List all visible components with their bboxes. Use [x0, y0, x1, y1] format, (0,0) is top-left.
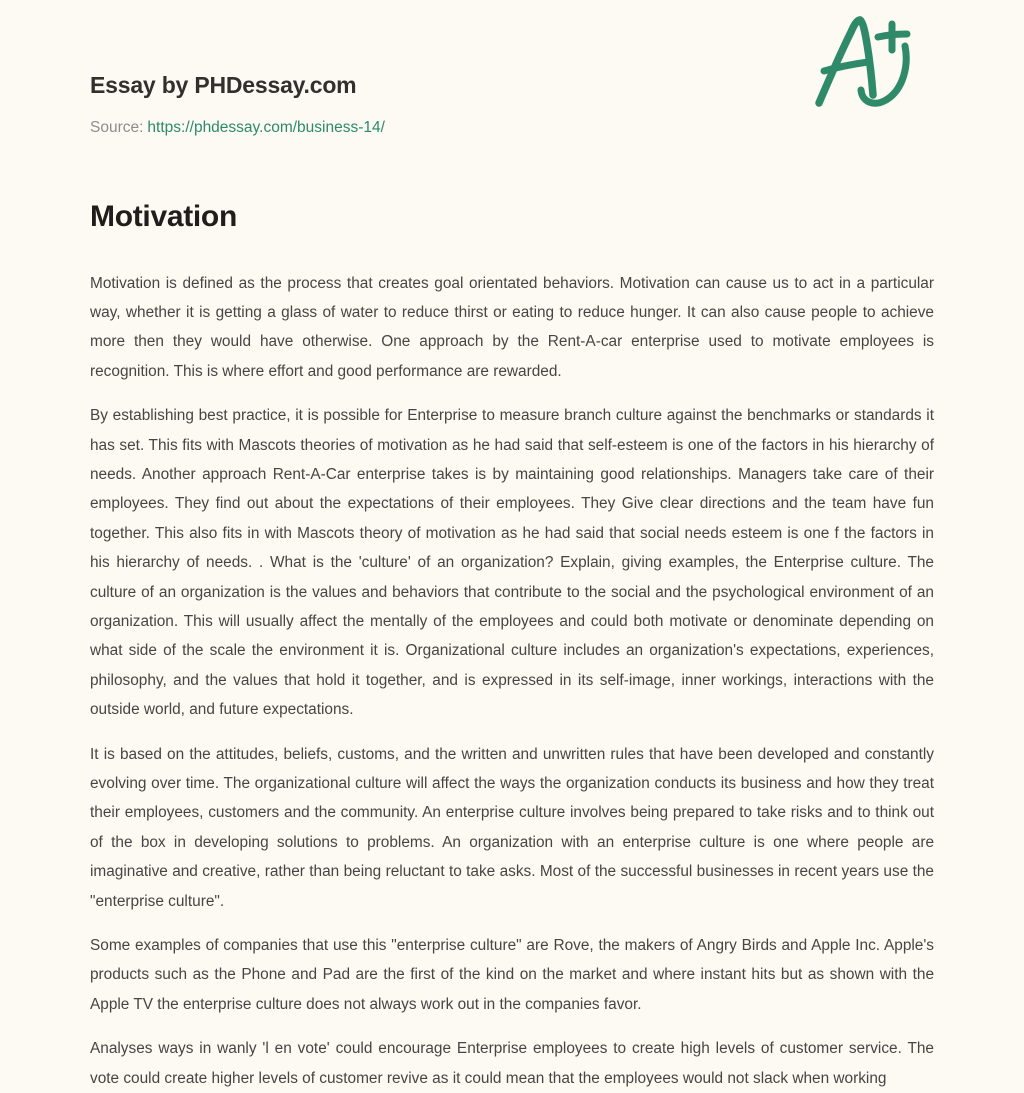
- article-paragraph: By establishing best practice, it is possible for Enterprise to measure branch culture against the benchmarks or standards it has set. This fits with Mascots theories of motivation as he had said that self-esteem is one of the factors in his hierarchy of needs. Another approach Rent-A-Car enterprise takes is by maintaining good relationships. Managers take care of their employees. They find out about the expectations of their employees. They Give clear directions and the team have fun together. This also fits in with Mascots theory of motivation as he had said that social needs esteem is one f the factors in his hierarchy of needs. . What is the 'culture' of an organization? Explain, giving examples, the Enterprise culture. The culture of an organization is the values and behaviors that contribute to the social and the psychological environment of an organization. This will usually affect the mentally of the employees and could both motivate or denominate depending on what side of the scale the environment it is. Organizational culture includes an organization's expectations, experiences, philosophy, and the values that hold it together, and is expressed in its self-image, inner workings, interactions with the outside world, and future expectations.: [90, 401, 934, 724]
- page-title: Motivation: [90, 200, 934, 235]
- brand-title: Essay by PHDessay.com: [90, 72, 934, 100]
- article-paragraph: Analyses ways in wanly 'l en vote' could encourage Enterprise employees to create high levels of customer service. The vote could create higher levels of customer revive as it could mean that the employees would not slack when working: [90, 1034, 934, 1093]
- a-plus-handwritten-logo-icon: [810, 10, 920, 110]
- source-label: Source:: [90, 119, 143, 136]
- article-paragraph: Motivation is defined as the process that creates goal orientated behaviors. Motivation can cause us to act in a particular way, whether it is getting a glass of water to reduce thirst or eating to reduce hunger. It can also cause people to achieve more then they would have otherwise. One approach by the Rent-A-car enterprise used to motivate employees is recognition. This is where effort and good performance are rewarded.: [90, 269, 934, 387]
- article-paragraph: Some examples of companies that use this "enterprise culture" are Rove, the makers of Angry Birds and Apple Inc. Apple's products such as the Phone and Pad are the first of the kind on the market and where instant hits but as shown with the Apple TV the enterprise culture does not always work out in the companies favor.: [90, 931, 934, 1019]
- article-body: [90, 269, 934, 1093]
- document-header: [0, 0, 1024, 200]
- source-line: [90, 118, 934, 138]
- article-paragraph: It is based on the attitudes, beliefs, customs, and the written and unwritten rules that have been developed and constantly evolving over time. The organizational culture will affect the ways the organization conducts its business and how they treat their employees, customers and the community. An enterprise culture involves being prepared to take risks and to think out of the box in developing solutions to problems. An organization with an enterprise culture is one where people are imaginative and creative, rather than being reluctant to take asks. Most of the successful businesses in recent years use the "enterprise culture".: [90, 740, 934, 916]
- source-url-link[interactable]: https://phdessay.com/business-14/: [147, 119, 385, 136]
- article: [0, 200, 1024, 1093]
